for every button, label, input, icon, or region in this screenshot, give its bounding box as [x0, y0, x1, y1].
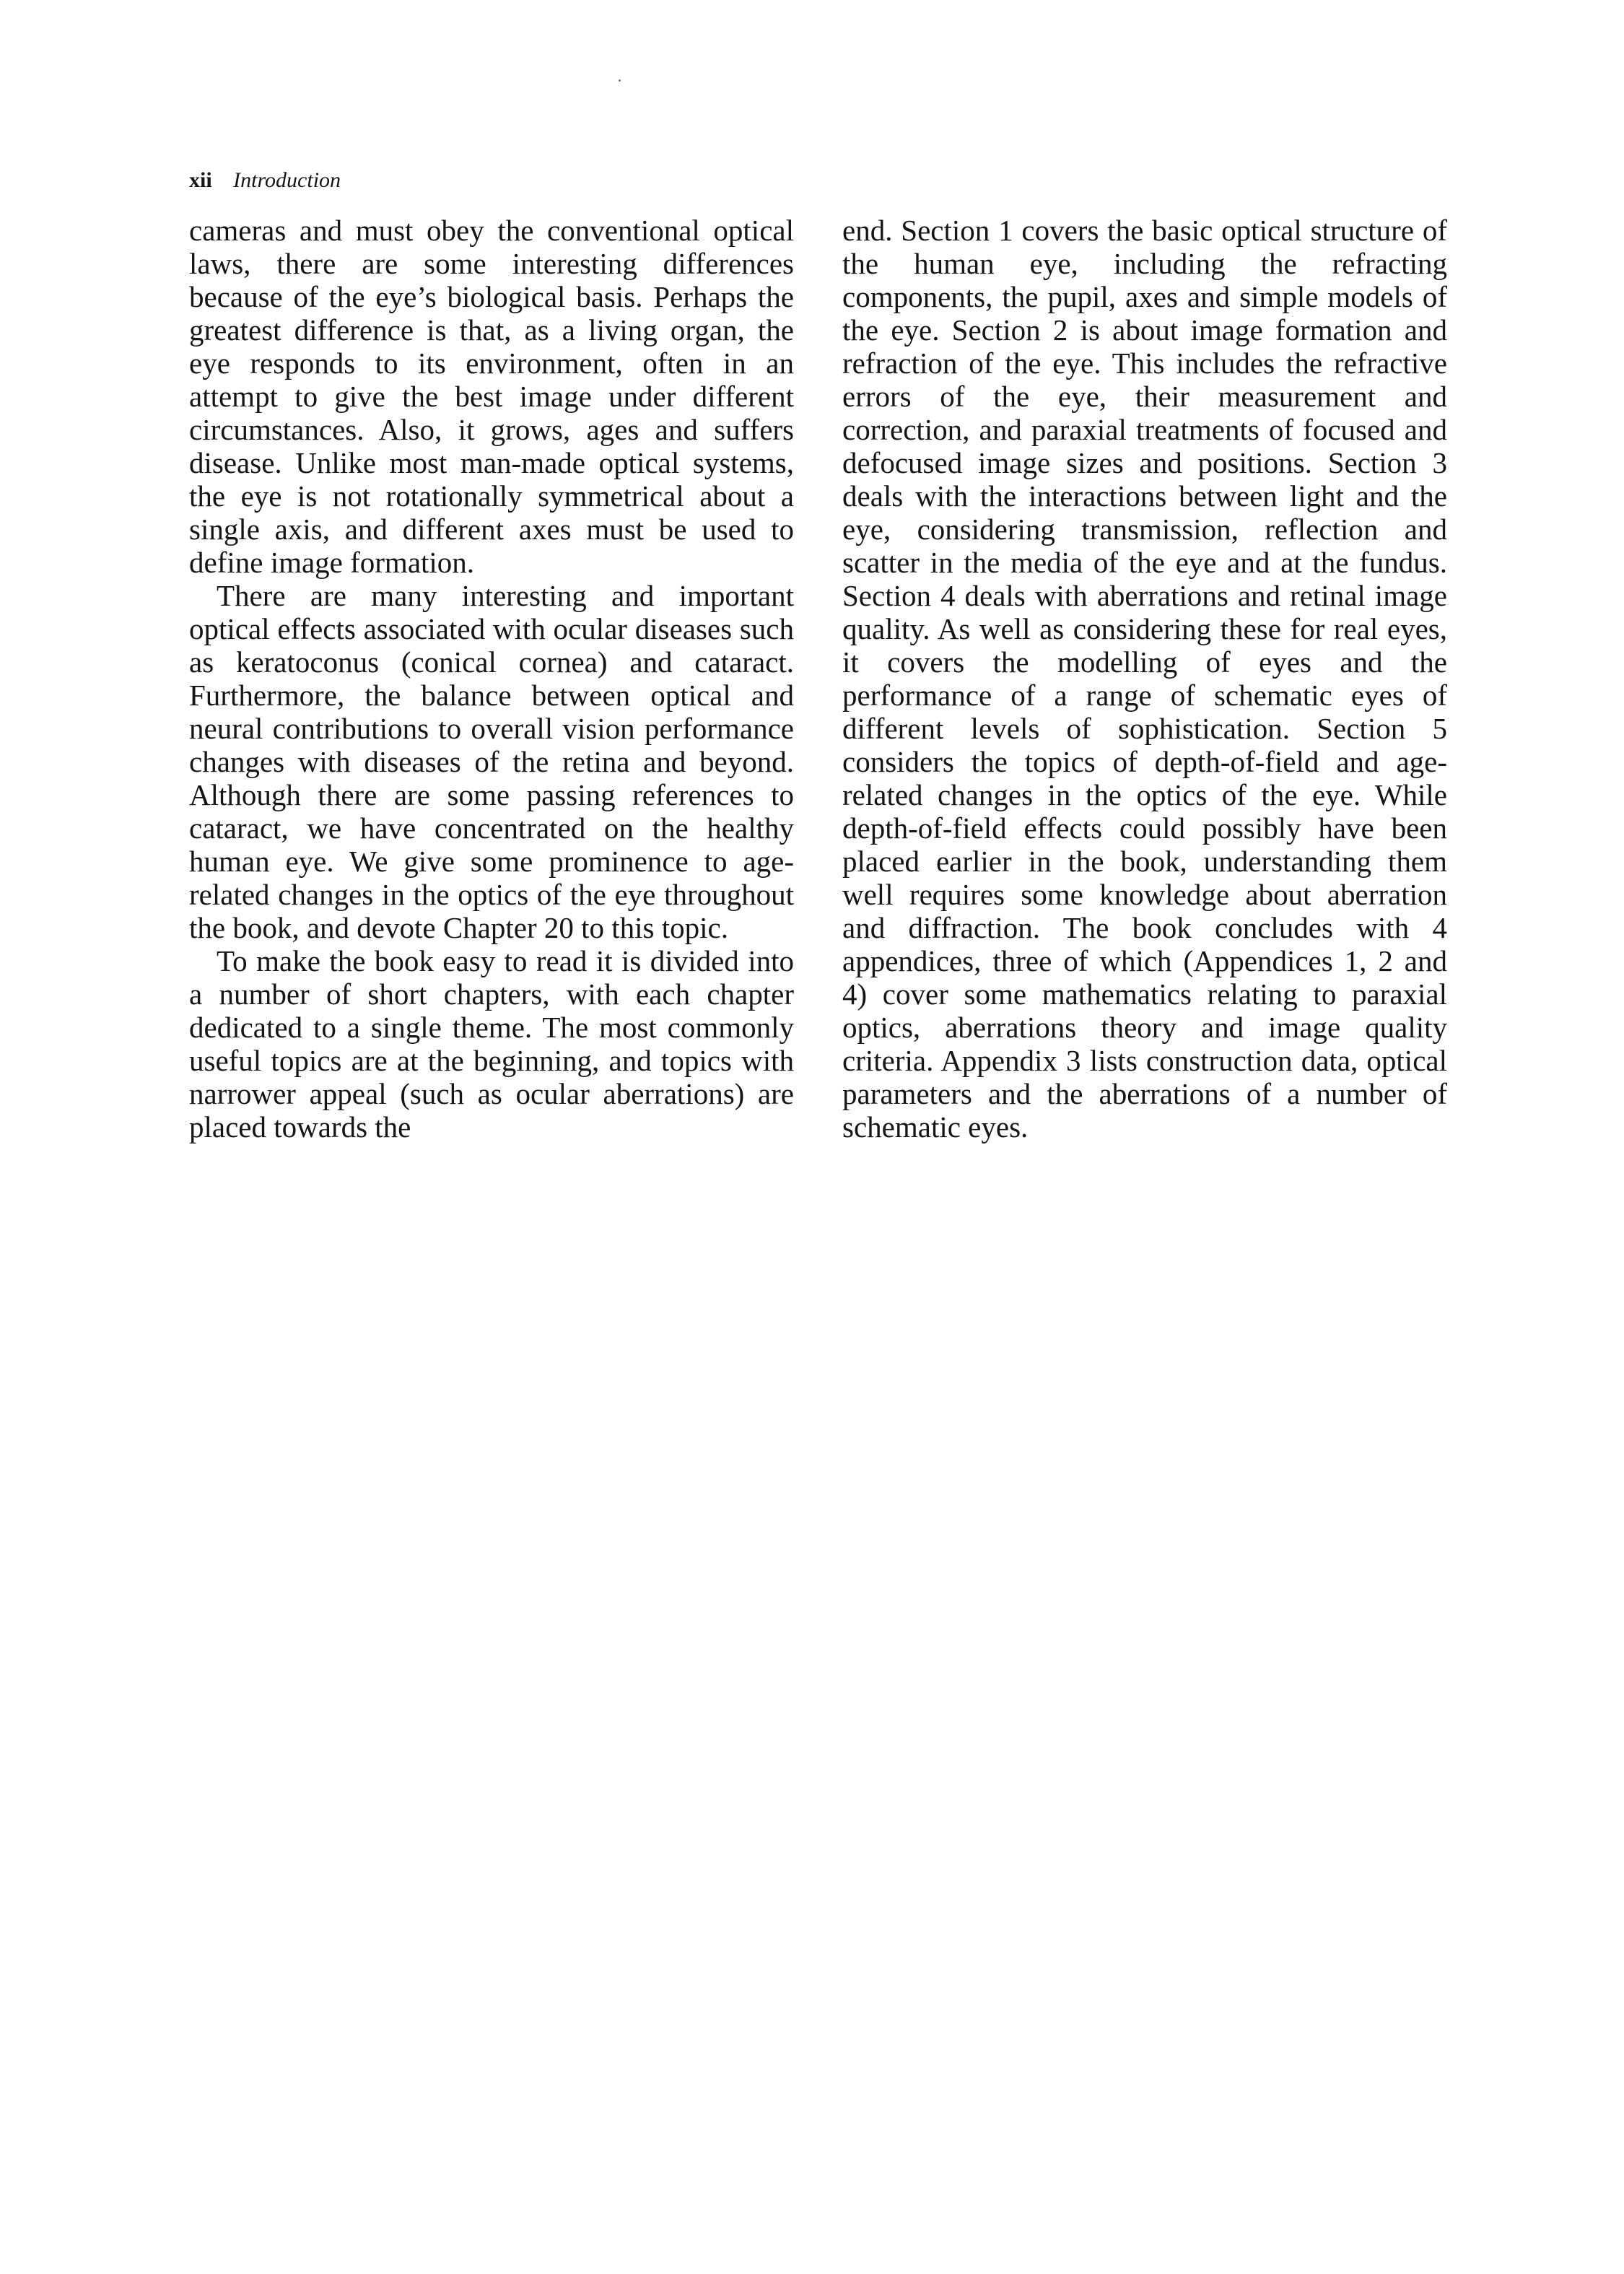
- right-column: [842, 214, 1447, 1143]
- paragraph-continued: cameras and must obey the conventional optical laws, there are some interesting differences because of the eye’s biological basis. Perhaps the greatest difference is that, as a living organ, the eye responds to its environment, often in an attempt to give the best image under different circumstances. Also, it grows, ages and suffers disease. Unlike most man-made optical systems, the eye is not rotationally symmetrical about a single axis, and different axes must be used to define image formation.: [189, 214, 794, 579]
- page-number: xii: [189, 168, 212, 192]
- running-title: Introduction: [233, 168, 341, 192]
- paragraph-sections-overview: end. Section 1 covers the basic optical structure of the human eye, including the refracting components, the pupil, axes and simple models of the eye. Section 2 is about image formation and refraction of the eye. This includes the refractive errors of the eye, their measurement and correction, and paraxial treatments of focused and defocused image sizes and positions. Section 3 deals with the interactions between light and the eye, considering transmission, reflection and scatter in the media of the eye and at the fundus. Section 4 deals with aberrations and retinal image quality. As well as considering these for real eyes, it covers the modelling of eyes and the performance of a range of schematic eyes of different levels of sophistication. Section 5 considers the topics of depth-of-field and age-related changes in the optics of the eye. While depth-of-field effects could possibly have been placed earlier in the book, understanding them well requires some knowledge about aberration and diffraction. The book concludes with 4 appendices, three of which (Appendices 1, 2 and 4) cover some mathematics relating to paraxial optics, aberrations theory and image quality criteria. Appendix 3 lists construction data, optical parameters and the aberrations of a number of schematic eyes.: [842, 214, 1447, 1143]
- scan-speck: [619, 79, 621, 82]
- page-header: [189, 166, 341, 195]
- paragraph-book-structure: To make the book easy to read it is divided into a number of short chapters, with each chapter dedicated to a single theme. The most commonly useful topics are at the beginning, and topics with narrower appeal (such as ocular aberrations) are placed towards the: [189, 944, 794, 1143]
- paragraph-ocular-diseases: There are many interesting and important optical effects associated with ocular diseases such as keratoconus (conical cornea) and cataract. Furthermore, the balance between optical and neural contributions to overall vision performance changes with diseases of the retina and beyond. Although there are some passing references to cataract, we have concentrated on the healthy human eye. We give some prominence to age-related changes in the optics of the eye throughout the book, and devote Chapter 20 to this topic.: [189, 579, 794, 944]
- left-column: [189, 214, 794, 1143]
